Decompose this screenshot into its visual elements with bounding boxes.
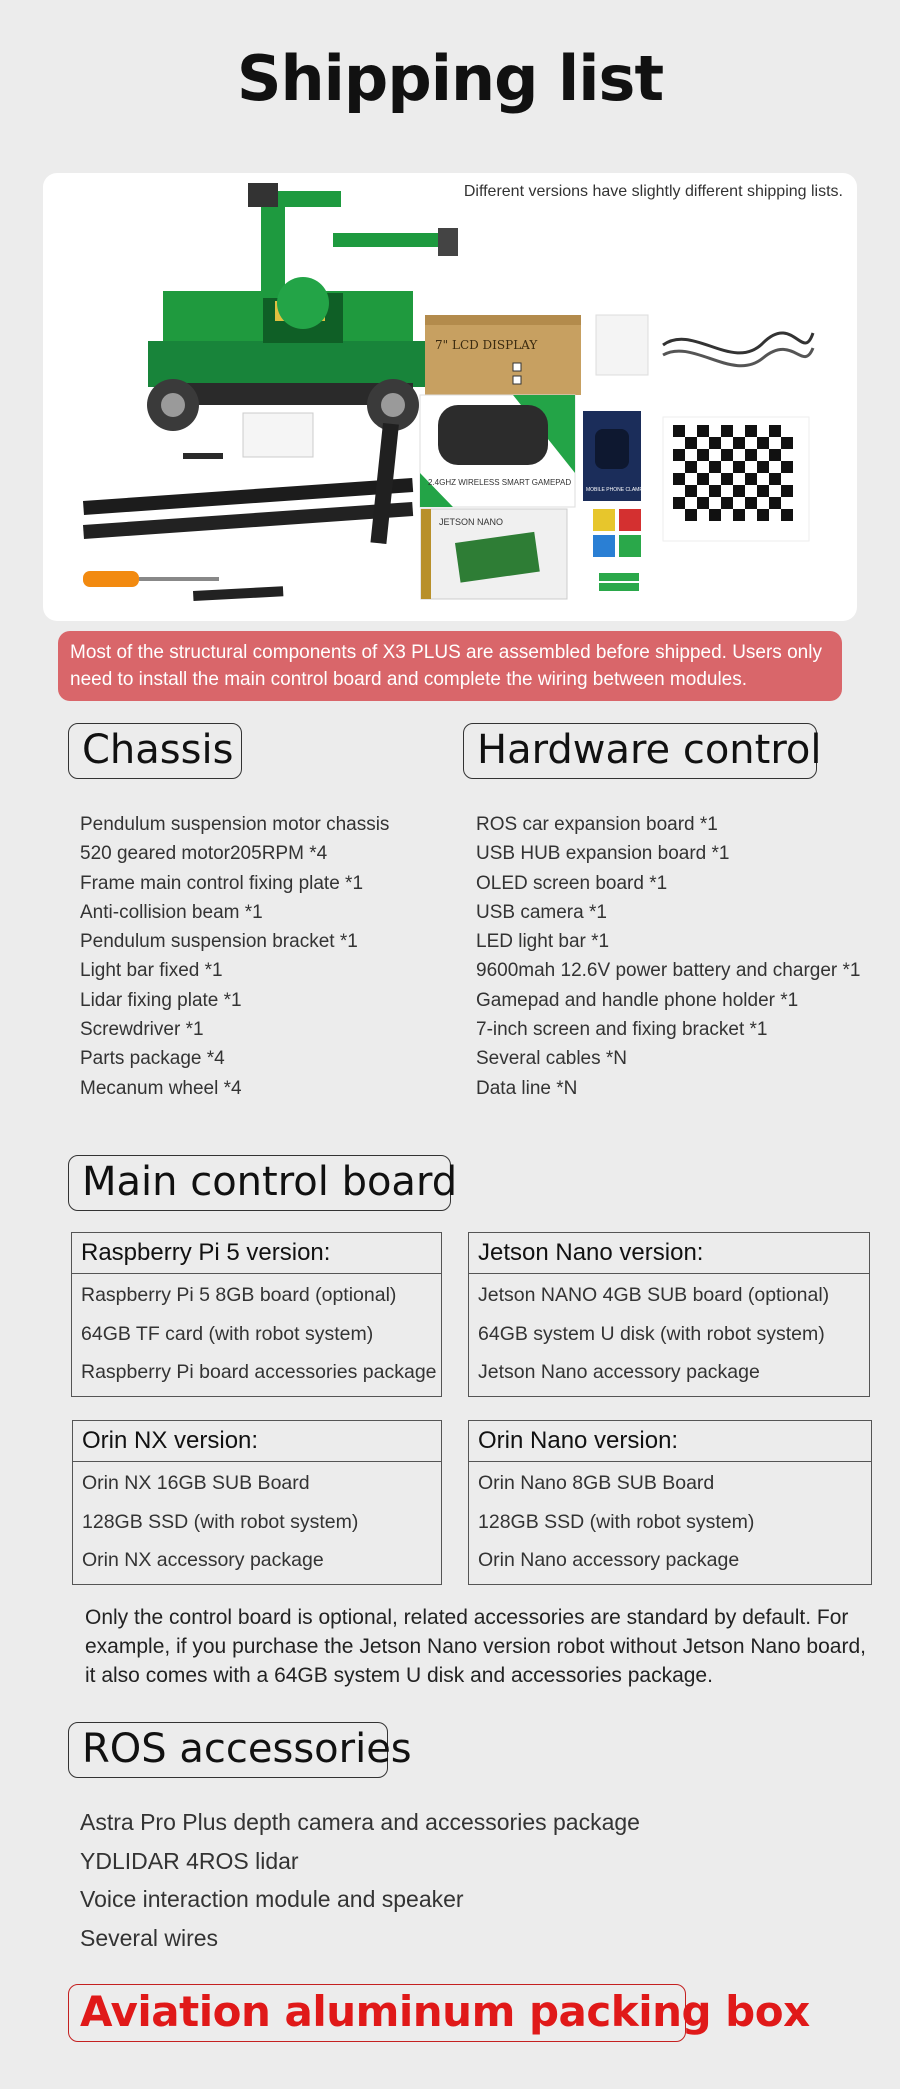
version-box-jetson-nano	[468, 1232, 870, 1397]
list-item: OLED screen board *1	[476, 872, 668, 894]
list-item: Jetson NANO 4GB SUB board (optional)	[478, 1284, 830, 1306]
list-item: Orin NX 16GB SUB Board	[82, 1472, 310, 1494]
list-item: Astra Pro Plus depth camera and accessories package	[80, 1809, 640, 1835]
list-item: Orin Nano accessory package	[478, 1549, 740, 1571]
list-item: 128GB SSD (with robot system)	[82, 1510, 359, 1533]
list-item: USB HUB expansion board *1	[476, 843, 730, 865]
optional-board-note: Only the control board is optional, related accessories are standard by default. For example, if you purchase the Jetson Nano version robot without Jetson Nano board, it also comes with a 64GB system U disk and accessories package.	[85, 1606, 866, 1687]
list-item: Pendulum suspension motor chassis	[80, 814, 390, 835]
calibration-checkerboard	[663, 417, 809, 541]
assembly-notice-banner: Most of the structural components of X3 PLUS are assembled before shipped. Users only need to install the main control board and complete the wiring between modules.	[58, 631, 842, 701]
lcd-box-label: 7" LCD DISPLAY	[435, 338, 538, 352]
list-item: Gamepad and handle phone holder *1	[476, 989, 799, 1011]
ros-list	[80, 1803, 640, 1957]
screwdriver	[83, 571, 283, 601]
list-item: Jetson Nano accessory package	[478, 1361, 760, 1383]
packing-box-heading: Aviation aluminum packing box	[68, 1984, 686, 2042]
version-box-raspberry-pi	[71, 1232, 442, 1397]
page-title: Shipping list	[236, 42, 664, 115]
list-item: 64GB system U disk (with robot system)	[478, 1322, 825, 1345]
list-item: Anti-collision beam *1	[80, 901, 263, 923]
hardware-heading: Hardware control	[463, 723, 817, 779]
chassis-list	[80, 810, 389, 1103]
list-item: 520 geared motor205RPM *4	[80, 843, 328, 865]
list-item: Parts package *4	[80, 1048, 225, 1070]
photo-note: Different versions have slightly different shipping lists.	[463, 183, 843, 200]
main-board-heading: Main control board	[68, 1155, 451, 1211]
list-item: LED light bar *1	[476, 931, 610, 953]
list-item: USB camera *1	[476, 901, 607, 923]
list-item: Raspberry Pi board accessories package	[81, 1361, 437, 1383]
version-title: Orin Nano version:	[469, 1421, 871, 1462]
lcd-box	[425, 315, 581, 395]
list-item: 7-inch screen and fixing bracket *1	[476, 1019, 768, 1041]
hardware-list	[476, 810, 860, 1103]
chassis-heading: Chassis	[68, 723, 242, 779]
list-item: Several wires	[80, 1924, 219, 1951]
list-item: Orin Nano 8GB SUB Board	[478, 1472, 715, 1494]
list-item: Lidar fixing plate *1	[80, 989, 242, 1011]
list-item: ROS car expansion board *1	[476, 814, 718, 835]
list-item: Frame main control fixing plate *1	[80, 872, 364, 894]
list-item: Orin NX accessory package	[82, 1549, 324, 1571]
phone-clamp-box	[583, 411, 643, 501]
list-item: Mecanum wheel *4	[80, 1077, 242, 1099]
list-item: Several cables *N	[476, 1048, 628, 1070]
list-item: 128GB SSD (with robot system)	[478, 1510, 755, 1533]
jetson-box-label: JETSON NANO	[439, 517, 504, 527]
version-title: Raspberry Pi 5 version:	[72, 1233, 441, 1274]
phone-clamp-label: MOBILE PHONE CLAMP	[586, 487, 643, 493]
kit-illustration	[43, 173, 857, 621]
gamepad-box-label: 2.4GHZ WIRELESS SMART GAMEPAD	[428, 478, 572, 487]
jetson-box	[421, 509, 567, 599]
version-box-orin-nx	[72, 1420, 442, 1585]
list-item: Raspberry Pi 5 8GB board (optional)	[81, 1284, 397, 1306]
list-item: Voice interaction module and speaker	[80, 1886, 464, 1912]
version-box-orin-nano	[468, 1420, 872, 1585]
list-item: 64GB TF card (with robot system)	[81, 1322, 374, 1345]
ros-heading: ROS accessories	[68, 1722, 388, 1778]
list-item: Screwdriver *1	[80, 1019, 204, 1041]
list-item: 9600mah 12.6V power battery and charger *1	[476, 960, 861, 982]
product-photo	[43, 173, 857, 621]
version-title: Jetson Nano version:	[469, 1233, 869, 1274]
list-item: Data line *N	[476, 1077, 578, 1099]
gamepad-box	[420, 395, 575, 507]
list-item: YDLIDAR 4ROS lidar	[80, 1847, 299, 1874]
list-item: Light bar fixed *1	[80, 960, 223, 982]
version-title: Orin NX version:	[73, 1421, 441, 1462]
list-item: Pendulum suspension bracket *1	[80, 931, 358, 953]
